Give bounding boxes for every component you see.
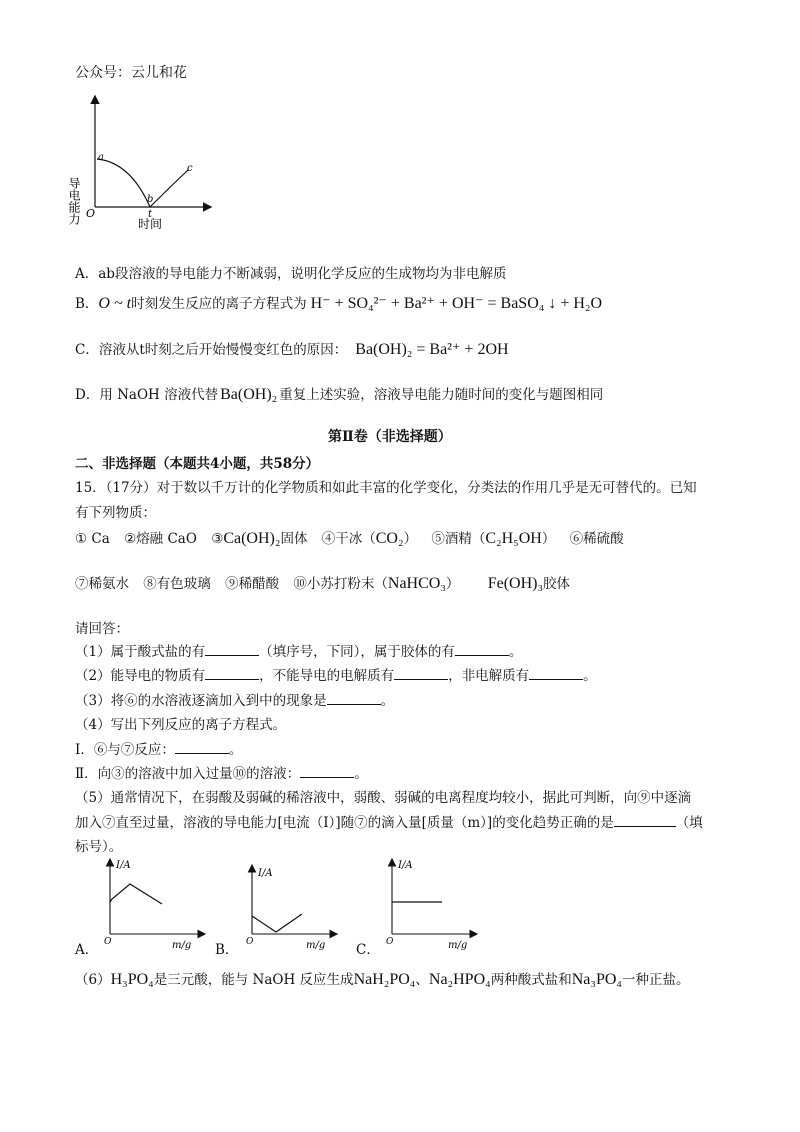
- q4i-text-a: Ⅰ．⑥与⑦反应：: [75, 742, 175, 758]
- answer-blank-4[interactable]: [394, 667, 448, 680]
- graph-origin: O: [86, 207, 96, 220]
- q4ii-text-a: Ⅱ．向③的溶液中加入过量⑩的溶液：: [75, 766, 301, 782]
- graph-c-ylabel: I/A: [398, 860, 413, 871]
- curve-b: [252, 914, 302, 932]
- substances-row-1: [75, 527, 624, 548]
- option-b-text: 时刻发生反应的离子方程式为: [131, 296, 307, 312]
- substance-5: ⑤酒精（: [431, 531, 486, 547]
- option-d-text2: 重复上述实验，溶液导电能力随时间的变化与题图相同: [279, 387, 604, 403]
- point-t: t: [148, 209, 153, 220]
- graph-xlabel: 时间: [138, 217, 163, 231]
- answer-blank-9[interactable]: [614, 814, 676, 827]
- curve-a: [110, 884, 162, 904]
- option-b-equation: H⁻ + SO₄²⁻ + Ba²⁺ + OH⁻ = BaSO₄ ↓ + H₂O: [310, 295, 603, 312]
- substance-10-close: ）: [445, 576, 460, 592]
- choice-graph-b: [240, 860, 340, 952]
- question-4: （4）写出下列反应的离子方程式。: [75, 717, 287, 733]
- q1-text-a: （1）属于酸式盐的有: [75, 644, 206, 660]
- choice-a-label: A．: [75, 942, 99, 958]
- option-d-formula: Ba(OH)₂: [220, 386, 278, 403]
- q6-formula-3: Na₂HPO₄: [428, 971, 491, 988]
- answer-blank-5[interactable]: [529, 667, 583, 680]
- q15-intro-line1: 15．（17分）对于数以千万计的化学物质和如此丰富的化学变化，分类法的作用几乎是无可替代的。已知: [75, 480, 697, 496]
- question-4-ii: [75, 762, 368, 782]
- substance-6: ⑥稀硫酸: [569, 531, 624, 547]
- q3-text-a: （3）将⑥的水溶液逐滴加入到中的现象是: [75, 693, 327, 709]
- answer-blank-8[interactable]: [300, 765, 354, 778]
- q15-intro-line2: 有下列物质：: [75, 505, 156, 521]
- substance-11-formula: Fe(OH)₃: [487, 575, 544, 592]
- q3-text-b: 。: [380, 693, 395, 709]
- substances-row-2: [75, 572, 570, 593]
- substance-3-formula: Ca(OH)₂: [223, 530, 281, 547]
- question-5-line3: 标号）。: [75, 839, 123, 855]
- question-5-line1: （5）通常情况下，在弱酸及弱碱的稀溶液中，弱酸、弱碱的电离程度均较小，据此可判断，向⑨中逐滴: [75, 790, 692, 806]
- q2-text-b: ，不能导电的电解质有: [259, 668, 395, 684]
- q4ii-text-b: 。: [354, 766, 368, 782]
- choice-b-label: B．: [215, 942, 239, 958]
- q2-text-d: 。: [583, 668, 597, 684]
- point-c: c: [187, 163, 193, 174]
- q6-text-e: 一种正盐。: [621, 972, 690, 988]
- q5-text-b: （填: [675, 815, 703, 831]
- substance-5-formula: C₂H₅OH: [485, 530, 542, 547]
- q6-formula-4: Na₃PO₄: [571, 971, 622, 988]
- choice-c-label: C．: [356, 942, 380, 958]
- substance-5-close: ）: [541, 531, 556, 547]
- question-6: [75, 968, 689, 989]
- substance-7: ⑦稀氨水: [75, 576, 129, 592]
- q6-text-a: （6）: [75, 972, 111, 988]
- graph-b-ylabel: I/A: [258, 868, 273, 879]
- conductivity-graph: [67, 92, 220, 232]
- substance-3-state: 固体: [280, 531, 308, 547]
- q6-text-b: 是三元酸，能与 NaOH 反应生成: [153, 972, 354, 988]
- conductivity-curve: [97, 159, 188, 207]
- substance-4: ④干冰（: [321, 531, 376, 547]
- q6-formula-1: H₃PO₄: [110, 971, 154, 988]
- substance-8: ⑧有色玻璃: [143, 576, 211, 592]
- point-b: b: [147, 194, 154, 205]
- question-3: [75, 689, 394, 709]
- substance-10-formula: NaHCO₃: [387, 575, 446, 592]
- answer-blank-2[interactable]: [455, 643, 509, 656]
- substance-2: ②熔融 CaO: [124, 531, 197, 547]
- graph-b-origin: O: [246, 937, 254, 947]
- graph-a-xlabel: m/g: [172, 940, 192, 951]
- answer-blank-1[interactable]: [205, 643, 259, 656]
- section-subtitle: 二、非选择题（本题共4小题，共58分）: [75, 456, 320, 472]
- q4i-text-b: 。: [228, 742, 243, 758]
- graph-a-origin: O: [104, 937, 112, 947]
- answer-blank-6[interactable]: [327, 692, 381, 705]
- option-c-text: C．溶液从t时刻之后开始慢慢变红色的原因：: [75, 342, 348, 358]
- q1-text-c: 。: [508, 644, 523, 660]
- option-c-equation: Ba(OH)₂ = Ba²⁺ + 2OH: [355, 341, 509, 358]
- q2-text-c: ，非电解质有: [448, 668, 530, 684]
- graph-c-xlabel: m/g: [448, 940, 468, 951]
- q6-text-d: 两种酸式盐和: [490, 972, 572, 988]
- q2-text-a: （2）能导电的物质有: [75, 668, 206, 684]
- choice-graph-c: [380, 856, 480, 951]
- substance-9: ⑨稀醋酸: [225, 576, 280, 592]
- question-4-i: [75, 738, 242, 758]
- option-d-text1: D．用 NaOH 溶液代替: [75, 387, 219, 403]
- point-a: a: [98, 152, 104, 163]
- q6-text-c: 、: [415, 972, 429, 988]
- graph-a-ylabel: I/A: [116, 860, 131, 871]
- q6-formula-2: NaH₂PO₄: [353, 971, 416, 988]
- choice-graph-a: [100, 856, 210, 951]
- substance-11-label: 胶体: [543, 576, 571, 592]
- answer-blank-3[interactable]: [205, 667, 259, 680]
- q1-text-b: （填序号，下同），属于胶体的有: [259, 644, 455, 660]
- substance-4-close: ）: [403, 531, 418, 547]
- option-a: A．ab段溶液的导电能力不断减弱，说明化学反应的生成物均为非电解质: [75, 266, 507, 282]
- graph-c-origin: O: [386, 937, 394, 947]
- graph-b-xlabel: m/g: [306, 940, 326, 951]
- ask-label: 请回答：: [75, 621, 129, 637]
- option-d: [75, 383, 603, 404]
- q5-text-a: 加入⑦直至过量，溶液的导电能力[电流（I）]随⑦的滴入量[质量（m）]的变化趋势正确的是: [75, 815, 614, 831]
- substance-10: ⑩小苏打粉末（: [293, 576, 388, 592]
- section-title: 第Ⅱ卷（非选择题）: [328, 429, 452, 445]
- option-b-time: O ~ t: [98, 295, 132, 312]
- answer-blank-7[interactable]: [175, 741, 229, 754]
- substance-1: ① Ca: [75, 531, 110, 547]
- question-1: [75, 640, 522, 660]
- option-b: [75, 292, 602, 313]
- wechat-label: 公众号：云儿和花: [75, 65, 187, 81]
- option-b-label: B．: [75, 296, 99, 312]
- question-2: [75, 664, 597, 684]
- substance-3-num: ③: [211, 531, 224, 547]
- graph-ylabel: 导电能力: [67, 177, 81, 225]
- option-c: [75, 338, 509, 359]
- question-5-line2: [75, 811, 703, 831]
- substance-4-formula: CO₂: [375, 530, 404, 547]
